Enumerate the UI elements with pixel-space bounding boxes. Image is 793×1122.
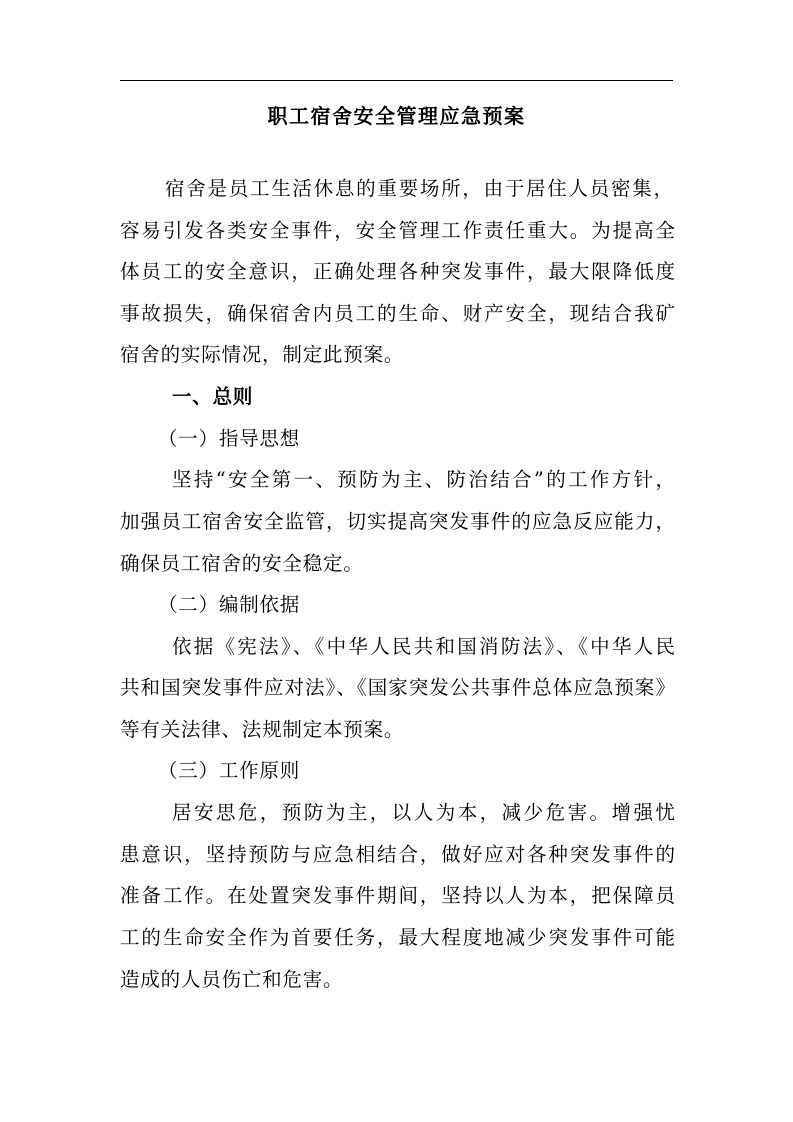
subsection-heading: （二）编制依据 [158,593,301,616]
document-title: 职工宿舍安全管理应急预案 [267,104,526,128]
paragraph-line: 宿舍是员工生活休息的重要场所，由于居住人员密集， [165,177,673,200]
subsection-heading: （一）指导思想 [158,427,301,450]
paragraph-line: 体员工的安全意识，正确处理各种突发事件，最大限降低度 [120,260,675,283]
paragraph-line: 加强员工宿舍安全监管，切实提高突发事件的应急反应能力， [120,510,675,533]
paragraph-line: 坚持“安全第一、预防为主、防治结合”的工作方针， [172,468,675,491]
subsection-heading: （三）工作原则 [158,759,301,782]
paragraph-line: 容易引发各类安全事件，安全管理工作责任重大。为提高全 [120,219,675,242]
paragraph-line: 等有关法律、法规制定本预案。 [120,718,405,741]
paragraph-line: 宿舍的实际情况，制定此预案。 [120,343,405,366]
paragraph-line: 工的生命安全作为首要任务，最大程度地减少突发事件可能 [120,926,675,949]
paragraph-line: 居安思危，预防为主，以人为本，减少危害。增强忧 [172,801,675,824]
paragraph-line: 准备工作。在处置突发事件期间，坚持以人为本，把保障员 [120,884,675,907]
header-rule [120,80,673,81]
paragraph-line: 患意识，坚持预防与应急相结合，做好应对各种突发事件的 [120,843,675,866]
paragraph-line: 依据《宪法》、《中华人民共和国消防法》、《中华人民 [172,635,675,658]
paragraph-line: 造成的人员伤亡和危害。 [120,968,344,991]
paragraph-line: 共和国突发事件应对法》、《国家突发公共事件总体应急预案》 [120,676,675,699]
paragraph-line: 事故损失，确保宿舍内员工的生命、财产安全，现结合我矿 [120,302,675,325]
paragraph-line: 确保员工宿舍的安全稳定。 [120,552,364,575]
section-heading: 一、总则 [172,385,254,408]
